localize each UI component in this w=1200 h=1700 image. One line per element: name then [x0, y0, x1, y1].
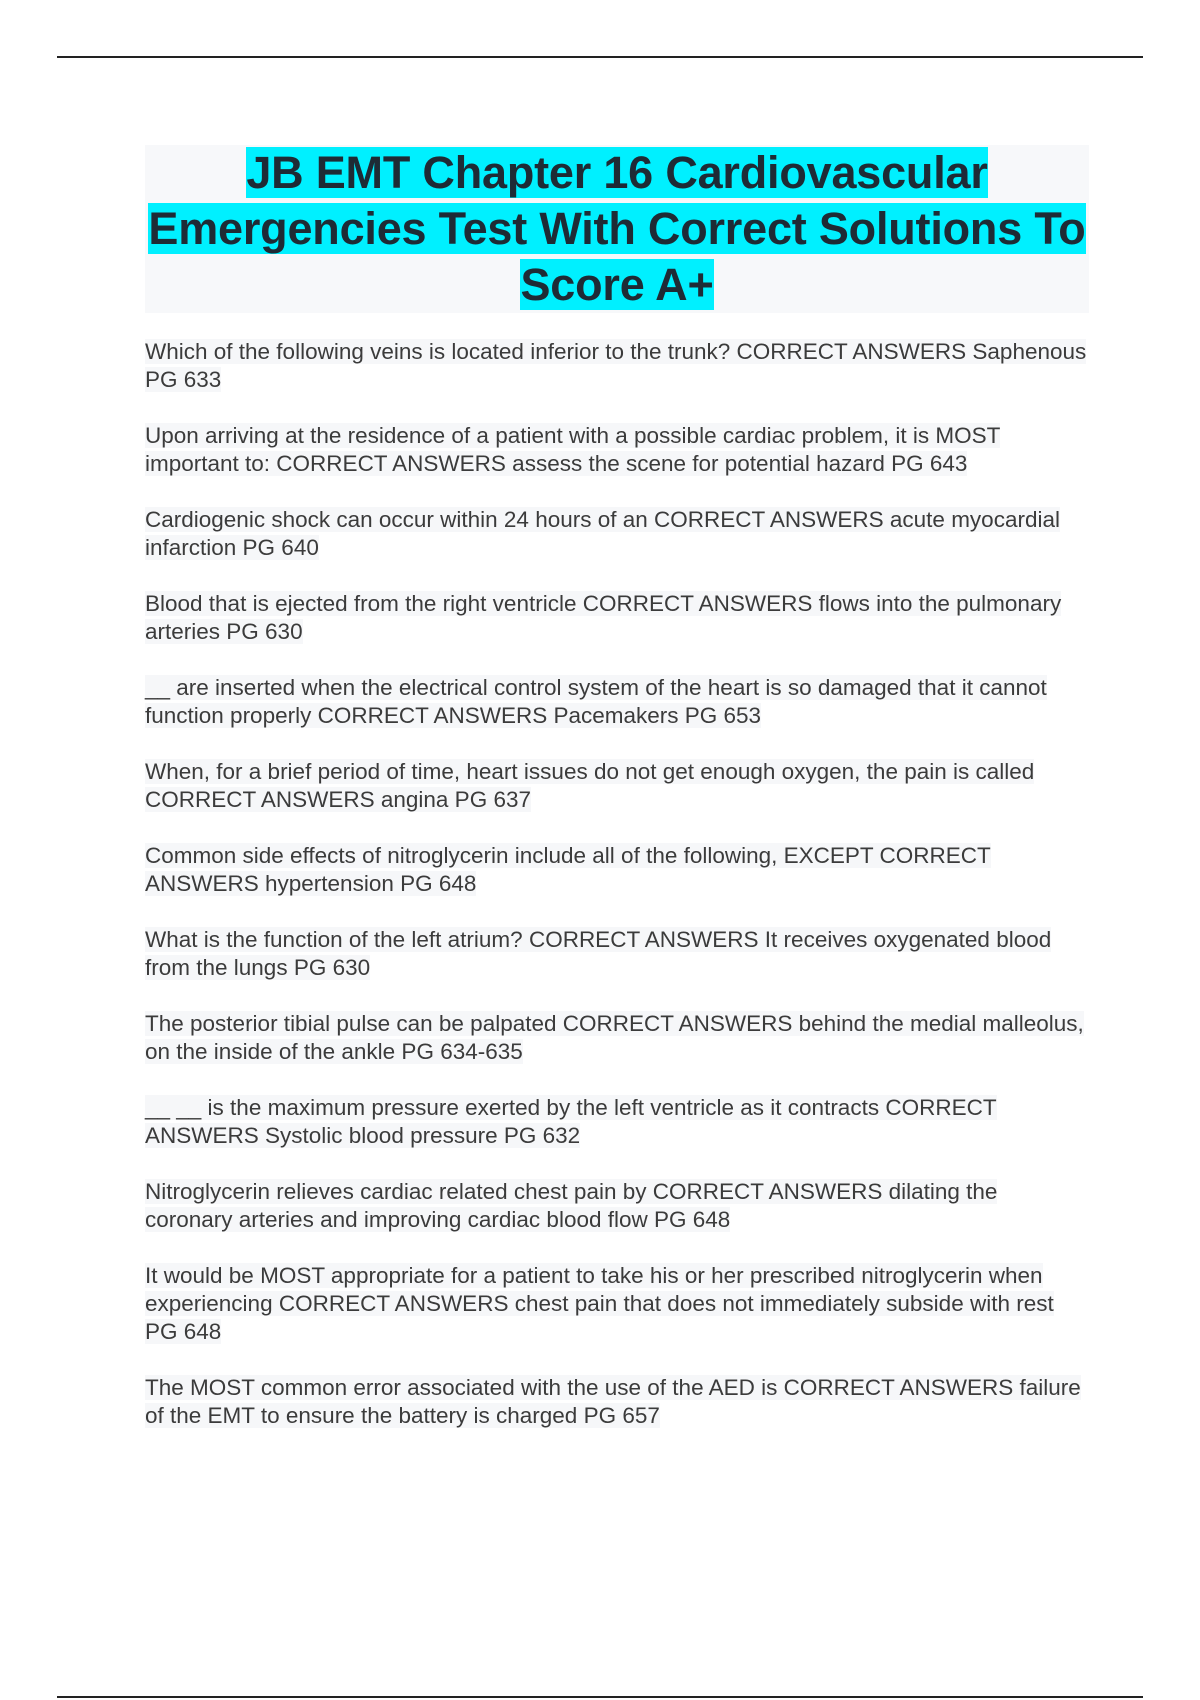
qa-item [145, 674, 1090, 730]
qa-item [145, 590, 1090, 646]
qa-item-text: The MOST common error associated with the use of the AED is CORRECT ANSWERS failure of the EMT to ensure the battery is charged PG 657 [145, 1375, 1081, 1428]
qa-item-text: It would be MOST appropriate for a patient to take his or her prescribed nitroglycerin when experiencing CORRECT ANSWERS chest pain that does not immediately subside with rest PG 648 [145, 1263, 1054, 1344]
qa-item-text: Blood that is ejected from the right ventricle CORRECT ANSWERS flows into the pulmonary arteries PG 630 [145, 591, 1062, 644]
qa-item-text: What is the function of the left atrium? CORRECT ANSWERS It receives oxygenated blood from the lungs PG 630 [145, 927, 1052, 980]
top-rule [57, 56, 1143, 58]
qa-item [145, 926, 1090, 982]
document-title-text: JB EMT Chapter 16 Cardiovascular Emergencies Test With Correct Solutions To Score A+ [148, 147, 1086, 310]
qa-item [145, 1374, 1090, 1430]
qa-item [145, 1010, 1090, 1066]
document-title [145, 145, 1089, 313]
qa-item-text: Upon arriving at the residence of a patient with a possible cardiac problem, it is MOST important to: CORRECT ANSWERS assess the scene for potential hazard PG 643 [145, 423, 1001, 476]
qa-list [145, 338, 1090, 1458]
qa-item-text: Common side effects of nitroglycerin include all of the following, EXCEPT CORRECT ANSWERS hypertension PG 648 [145, 843, 991, 896]
qa-item [145, 506, 1090, 562]
qa-item [145, 758, 1090, 814]
qa-item-text: The posterior tibial pulse can be palpated CORRECT ANSWERS behind the medial malleolus, on the inside of the ankle PG 634-635 [145, 1011, 1084, 1064]
qa-item [145, 1262, 1090, 1346]
qa-item-text: Cardiogenic shock can occur within 24 hours of an CORRECT ANSWERS acute myocardial infarction PG 640 [145, 507, 1060, 560]
qa-item-text: When, for a brief period of time, heart issues do not get enough oxygen, the pain is called CORRECT ANSWERS angina PG 637 [145, 759, 1035, 812]
qa-item-text: Nitroglycerin relieves cardiac related chest pain by CORRECT ANSWERS dilating the coronary arteries and improving cardiac blood flow PG 648 [145, 1179, 998, 1232]
title-box [145, 145, 1089, 313]
qa-item [145, 842, 1090, 898]
bottom-rule [57, 1696, 1143, 1698]
qa-item [145, 1094, 1090, 1150]
qa-item-text: __ are inserted when the electrical control system of the heart is so damaged that it cannot function properly CORRECT ANSWERS Pacemakers PG 653 [145, 675, 1047, 728]
qa-item [145, 422, 1090, 478]
qa-item [145, 338, 1090, 394]
qa-item-text: __ __ is the maximum pressure exerted by the left ventricle as it contracts CORRECT ANSWERS Systolic blood pressure PG 632 [145, 1095, 997, 1148]
qa-item [145, 1178, 1090, 1234]
qa-item-text: Which of the following veins is located inferior to the trunk? CORRECT ANSWERS Saphenous PG 633 [145, 339, 1087, 392]
